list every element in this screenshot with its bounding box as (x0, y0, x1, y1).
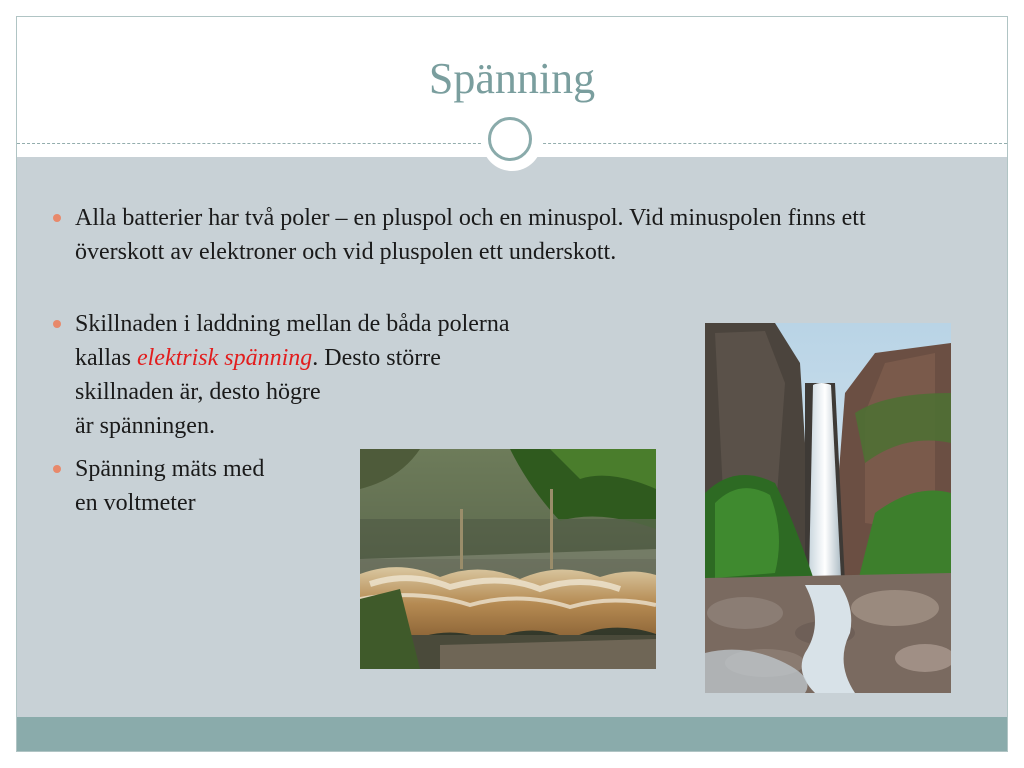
slide-title: Spänning (428, 54, 596, 103)
bullet-text-part: . Desto större (312, 345, 441, 371)
bullet-dot-icon (53, 320, 61, 328)
stream-rapids-photo (360, 449, 656, 669)
bullet-text-line (75, 341, 695, 375)
bullet-text: Spänning mäts med (75, 456, 265, 482)
bullet-dot-icon (53, 465, 61, 473)
title-ornament-ring (488, 117, 532, 161)
bullet-text-part: kallas (75, 345, 137, 371)
waterfall-photo (705, 323, 951, 693)
bullet-text: Alla batterier har två poler – en pluspol och en minuspol. Vid minuspolen finns ett överskott av elektroner och vid pluspolen ett underskott. (75, 205, 866, 265)
bullet-item (75, 452, 355, 520)
bullet-text-line: skillnaden är, desto högre (75, 379, 321, 405)
bullet-text-line: en voltmeter (75, 490, 196, 516)
bullet-text: Skillnaden i laddning mellan de båda polerna (75, 311, 510, 337)
highlight-term: elektrisk spänning (136, 345, 313, 371)
bullet-item (75, 307, 695, 443)
bullet-text-line: är spänningen. (75, 413, 215, 439)
footer-bar (17, 717, 1007, 751)
bullet-item (75, 201, 925, 269)
slide (16, 16, 1008, 752)
bullet-dot-icon (53, 214, 61, 222)
content-area (17, 157, 1007, 717)
